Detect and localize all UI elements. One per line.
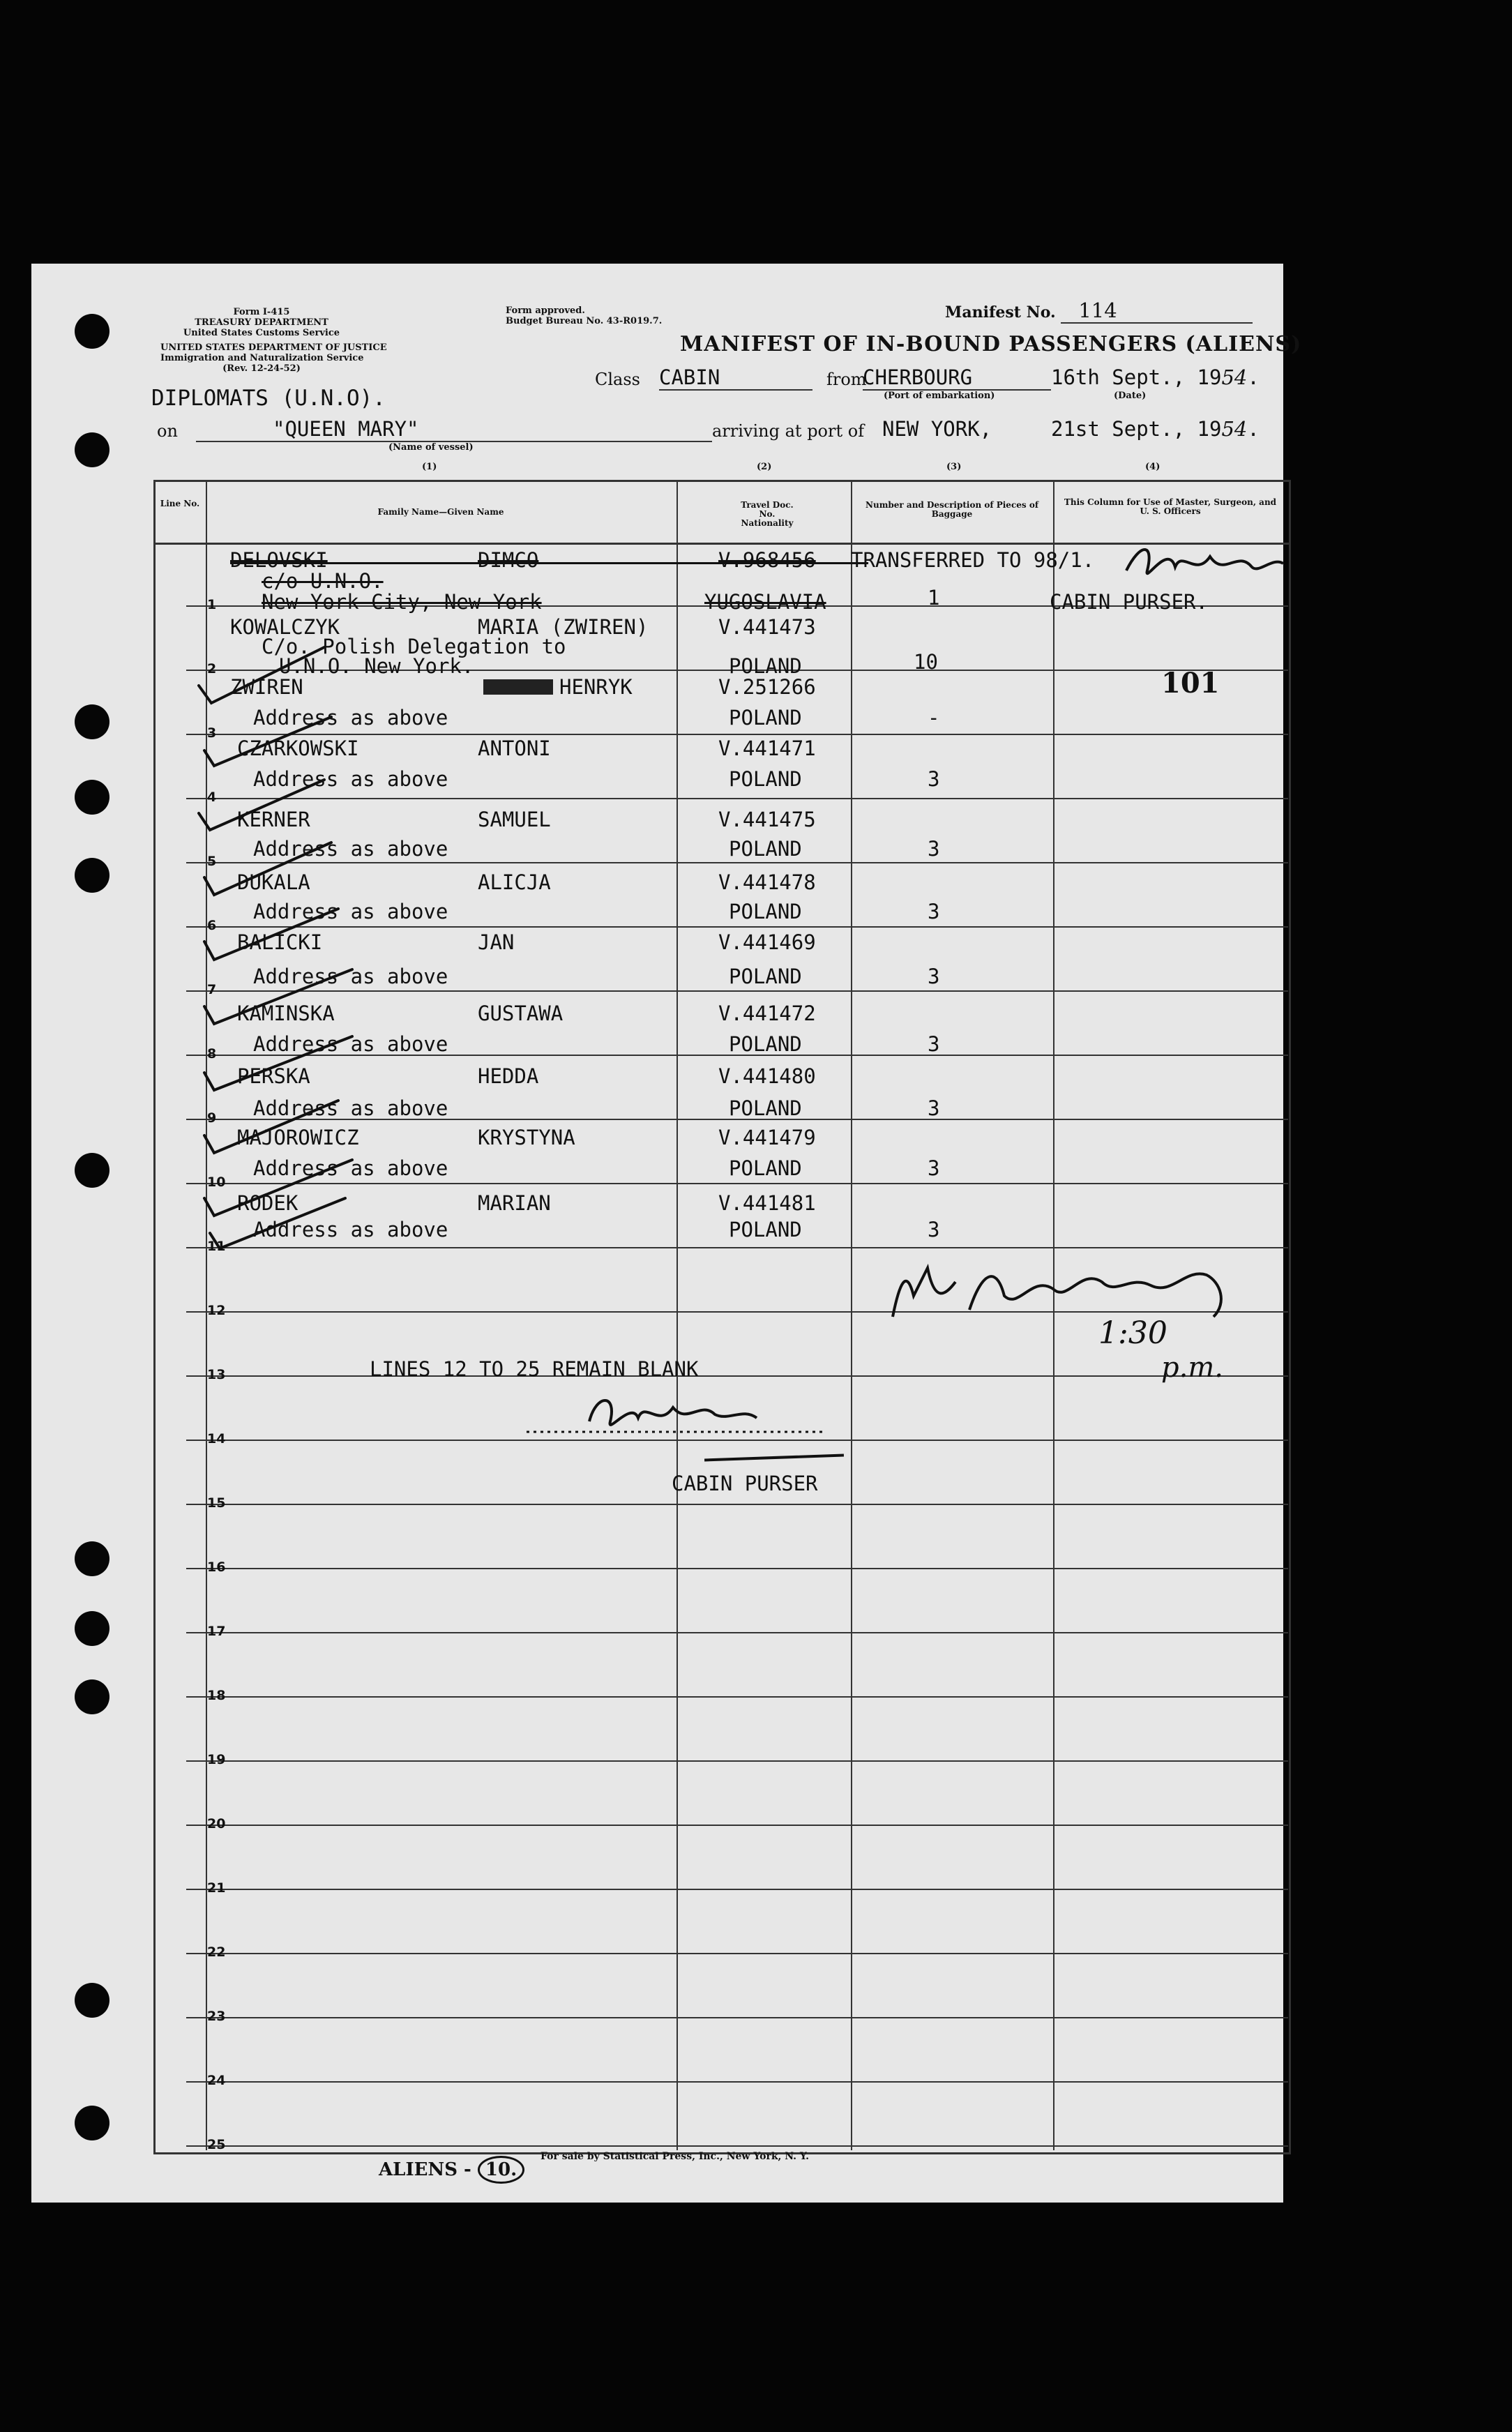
departure-date-text: 16th Sept., 19 bbox=[1051, 365, 1222, 389]
check-mark bbox=[204, 717, 331, 766]
line-number: 21 bbox=[207, 1880, 226, 1896]
travel-doc-number: V.441478 bbox=[718, 870, 816, 894]
passenger-address: Address as above bbox=[253, 706, 448, 730]
passenger-given-name: MARIAN bbox=[478, 1191, 551, 1215]
row-rule bbox=[186, 1825, 1288, 1826]
row-rule bbox=[186, 1953, 1288, 1954]
passenger-address: Address as above bbox=[253, 1032, 448, 1056]
row-rule bbox=[186, 1696, 1288, 1698]
passenger-address: New York City, New York bbox=[262, 590, 542, 614]
col-header-baggage: Number and Description of Pieces of Baggage bbox=[865, 500, 1038, 519]
punch-hole bbox=[75, 432, 109, 467]
passenger-family-name: ZWIREN bbox=[230, 675, 303, 699]
travel-doc-number: V.251266 bbox=[718, 675, 816, 699]
embarkation-caption: (Port of embarkation) bbox=[884, 391, 995, 401]
nationality: POLAND bbox=[729, 900, 802, 923]
nationality: POLAND bbox=[729, 837, 802, 861]
punch-hole bbox=[75, 780, 109, 815]
class-label: Class bbox=[595, 370, 640, 389]
row-rule bbox=[186, 1760, 1288, 1762]
purser-title: CABIN PURSER bbox=[672, 1472, 818, 1495]
nationality: POLAND bbox=[729, 1096, 802, 1120]
class-value: CABIN bbox=[659, 365, 812, 391]
customs-service: United States Customs Service bbox=[183, 328, 340, 338]
approval-block bbox=[506, 305, 662, 326]
passenger-family-name: PERSKA bbox=[237, 1064, 310, 1088]
aliens-total bbox=[379, 2156, 524, 2184]
passenger-family-name: KERNER bbox=[237, 808, 310, 831]
redaction-mark bbox=[483, 679, 553, 695]
passenger-given-name: SAMUEL bbox=[478, 808, 551, 831]
line-number: 1 bbox=[207, 597, 217, 612]
officer-remark: TRANSFERRED TO 98/1. bbox=[851, 548, 1095, 572]
travel-doc-number: V.441480 bbox=[718, 1064, 816, 1088]
line-number: 18 bbox=[207, 1688, 226, 1703]
col-number-3: (3) bbox=[946, 462, 962, 472]
purser-signature-mark bbox=[1119, 536, 1287, 591]
check-mark bbox=[204, 909, 338, 960]
check-mark bbox=[204, 1101, 338, 1153]
punch-hole bbox=[75, 704, 109, 739]
punch-hole bbox=[75, 1153, 109, 1188]
punch-hole bbox=[75, 1541, 109, 1576]
line-number: 19 bbox=[207, 1752, 226, 1767]
travel-doc-number: V.441469 bbox=[718, 930, 816, 954]
line-number: 15 bbox=[207, 1495, 226, 1511]
passenger-family-name: BALICKI bbox=[237, 930, 323, 954]
col-number-4: (4) bbox=[1145, 462, 1161, 472]
passenger-address: Address as above bbox=[253, 837, 448, 861]
line-number: 25 bbox=[207, 2137, 226, 2152]
passenger-family-name: DELOVSKI bbox=[230, 548, 328, 572]
passenger-address: c/o U.N.O. bbox=[262, 569, 384, 593]
passenger-address: C/o. Polish Delegation to bbox=[262, 635, 566, 658]
col-header-line-no: Line No. bbox=[160, 499, 200, 508]
baggage-count: 10 bbox=[914, 650, 938, 674]
passenger-given-name: HEDDA bbox=[478, 1064, 539, 1088]
passenger-given-name: JAN bbox=[478, 930, 515, 954]
line-number: 17 bbox=[207, 1624, 226, 1639]
line-number: 6 bbox=[207, 918, 217, 933]
passenger-given-name: GUSTAWA bbox=[478, 1002, 564, 1025]
row-rule bbox=[186, 1889, 1288, 1890]
line-number: 11 bbox=[207, 1239, 226, 1254]
manifest-label: Manifest No. bbox=[945, 303, 1056, 322]
line-number: 9 bbox=[207, 1110, 217, 1126]
inspection-pm: p.m. bbox=[1161, 1352, 1223, 1384]
passenger-address: Address as above bbox=[253, 767, 448, 791]
nationality: POLAND bbox=[729, 1032, 802, 1056]
row-rule bbox=[186, 1375, 1288, 1377]
manifest-number-field bbox=[945, 299, 1253, 324]
line-number: 13 bbox=[207, 1367, 226, 1382]
passenger-family-name: KAMINSKA bbox=[237, 1002, 335, 1025]
arrival-date-text: 21st Sept., 19 bbox=[1051, 417, 1222, 441]
baggage-count: 3 bbox=[928, 767, 940, 791]
col-header-travel-doc: Travel Doc. No. Nationality bbox=[741, 500, 794, 528]
passenger-family-name: MAJOROWICZ bbox=[237, 1126, 359, 1149]
nationality: POLAND bbox=[729, 706, 802, 730]
line-number: 8 bbox=[207, 1046, 217, 1062]
arrival-port: NEW YORK, bbox=[882, 417, 992, 441]
aliens-label: ALIENS - bbox=[379, 2159, 471, 2180]
nationality: POLAND bbox=[729, 1218, 802, 1241]
col-header-officers: This Column for Use of Master, Surgeon, and U. S. Officers bbox=[1064, 497, 1277, 516]
travel-doc-number: V.441481 bbox=[718, 1191, 816, 1215]
punch-hole bbox=[75, 1983, 109, 2018]
nationality: POLAND bbox=[729, 965, 802, 988]
nationality: POLAND bbox=[729, 767, 802, 791]
passenger-address: Address as above bbox=[253, 900, 448, 923]
baggage-count: 3 bbox=[928, 965, 940, 988]
check-mark bbox=[204, 1036, 352, 1090]
passenger-given-name: ALICJA bbox=[478, 870, 551, 894]
printer-imprint: For sale by Statistical Press, Inc., New York, N. Y. bbox=[540, 2151, 809, 2162]
passenger-family-name: DUKALA bbox=[237, 870, 310, 894]
departure-year: 54 bbox=[1221, 365, 1248, 389]
baggage-count: 1 bbox=[928, 586, 940, 610]
date-caption: (Date) bbox=[1114, 391, 1147, 401]
line-number: 12 bbox=[207, 1303, 226, 1318]
row-rule bbox=[186, 2081, 1288, 2083]
line-number: 4 bbox=[207, 790, 217, 805]
baggage-count: 3 bbox=[928, 1156, 940, 1180]
arriving-label: arriving at port of bbox=[712, 421, 865, 441]
line-number: 22 bbox=[207, 1944, 226, 1960]
check-mark bbox=[199, 647, 324, 703]
travel-doc-number: V.441473 bbox=[718, 615, 816, 639]
passenger-given-name: DIMCO bbox=[478, 548, 539, 572]
inspection-time: 1:30 bbox=[1098, 1315, 1167, 1351]
inspector-signature bbox=[879, 1254, 1241, 1331]
passenger-address: Address as above bbox=[253, 1096, 448, 1120]
vessel-name: "QUEEN MARY" bbox=[196, 417, 712, 442]
row-rule bbox=[186, 2017, 1288, 2018]
col-divider bbox=[851, 480, 852, 2150]
passenger-given-name: ANTONI bbox=[478, 737, 551, 760]
on-label: on bbox=[157, 421, 178, 441]
baggage-count: 3 bbox=[928, 1032, 940, 1056]
line-number: 10 bbox=[207, 1175, 226, 1190]
manifest-number: 114 bbox=[1061, 299, 1253, 324]
baggage-count: - bbox=[928, 706, 940, 730]
nationality: POLAND bbox=[729, 654, 802, 678]
line-number: 5 bbox=[207, 854, 217, 869]
line-number: 7 bbox=[207, 982, 217, 997]
check-mark bbox=[204, 843, 331, 895]
baggage-count: 3 bbox=[928, 837, 940, 861]
form-approved: Form approved. bbox=[506, 305, 585, 316]
form-revision: (Rev. 12-24-52) bbox=[222, 363, 301, 374]
row-rule bbox=[186, 1504, 1288, 1505]
line-number: 16 bbox=[207, 1559, 226, 1575]
travel-doc-number: V.441472 bbox=[718, 1002, 816, 1025]
arrival-date: 21st Sept., 1954. bbox=[1051, 417, 1260, 441]
col-number-2: (2) bbox=[757, 462, 772, 472]
nationality: POLAND bbox=[729, 1156, 802, 1180]
travel-doc-number: V.441475 bbox=[718, 808, 816, 831]
manifest-sheet bbox=[31, 264, 1302, 2203]
passenger-address: Address as above bbox=[253, 1218, 448, 1241]
line-number: 3 bbox=[207, 725, 217, 741]
form-number: Form I-415 bbox=[233, 307, 290, 317]
passenger-address: Address as above bbox=[253, 1156, 448, 1180]
row-rule bbox=[186, 2145, 1288, 2147]
treasury-department: TREASURY DEPARTMENT bbox=[195, 317, 328, 328]
immigration-service: Immigration and Naturalization Service bbox=[160, 353, 364, 363]
embarkation-port: CHERBOURG bbox=[863, 365, 1051, 391]
departure-date: 16th Sept., 1954. bbox=[1051, 365, 1260, 389]
check-mark bbox=[204, 1160, 352, 1216]
passenger-family-name: CZARKOWSKI bbox=[237, 737, 359, 760]
line-number: 24 bbox=[207, 2073, 226, 2088]
officer-remark: CABIN PURSER. bbox=[1050, 590, 1208, 614]
baggage-count: 3 bbox=[928, 1218, 940, 1241]
col-header-name: Family Name—Given Name bbox=[377, 507, 504, 517]
passenger-given-name: KRYSTYNA bbox=[478, 1126, 575, 1149]
punch-hole bbox=[75, 858, 109, 893]
from-label: from bbox=[826, 370, 867, 389]
officer-remark: 101 bbox=[1161, 667, 1220, 700]
baggage-count: 3 bbox=[928, 900, 940, 923]
col-divider bbox=[676, 480, 678, 2150]
travel-doc-number: V.441471 bbox=[718, 737, 816, 760]
punch-hole bbox=[75, 314, 109, 349]
line-number: 2 bbox=[207, 661, 217, 677]
passenger-family-name: RODEK bbox=[237, 1191, 298, 1215]
passenger-address: Address as above bbox=[253, 965, 448, 988]
passenger-family-name: KOWALCZYK bbox=[230, 615, 340, 639]
passenger-given-name: HENRYK bbox=[559, 675, 633, 699]
punch-hole bbox=[75, 1679, 109, 1714]
nationality: YUGOSLAVIA bbox=[704, 590, 826, 614]
passenger-given-name: MARIA (ZWIREN) bbox=[478, 615, 649, 639]
row-rule bbox=[186, 1568, 1288, 1569]
check-mark bbox=[204, 969, 352, 1024]
line-number: 14 bbox=[207, 1431, 226, 1447]
travel-doc-number: V.441479 bbox=[718, 1126, 816, 1149]
aliens-count: 10. bbox=[478, 2156, 524, 2184]
punch-hole bbox=[75, 2106, 109, 2140]
check-mark bbox=[210, 1198, 345, 1248]
justice-department: UNITED STATES DEPARTMENT OF JUSTICE bbox=[160, 342, 387, 353]
purser-signature bbox=[520, 1380, 840, 1449]
baggage-count: 3 bbox=[928, 1096, 940, 1120]
passenger-address: U.N.O. New York. bbox=[279, 654, 474, 678]
agency-block bbox=[160, 307, 387, 374]
arrival-year: 54 bbox=[1221, 417, 1248, 441]
col-number-1: (1) bbox=[422, 462, 437, 472]
punch-hole bbox=[75, 1611, 109, 1646]
check-mark bbox=[199, 780, 324, 830]
passenger-category: DIPLOMATS (U.N.O). bbox=[151, 386, 386, 411]
budget-bureau: Budget Bureau No. 43-R019.7. bbox=[506, 316, 663, 326]
vessel-caption: (Name of vessel) bbox=[388, 442, 474, 453]
line-number: 20 bbox=[207, 1816, 226, 1831]
line-number: 23 bbox=[207, 2009, 226, 2024]
travel-doc-number: V.968456 bbox=[718, 548, 816, 572]
manifest-title: MANIFEST OF IN-BOUND PASSENGERS (ALIENS) bbox=[680, 332, 1302, 356]
row-rule bbox=[186, 1632, 1288, 1633]
remain-blank-note: LINES 12 TO 25 REMAIN BLANK bbox=[370, 1357, 699, 1381]
inspection-check-marks bbox=[171, 529, 422, 1254]
